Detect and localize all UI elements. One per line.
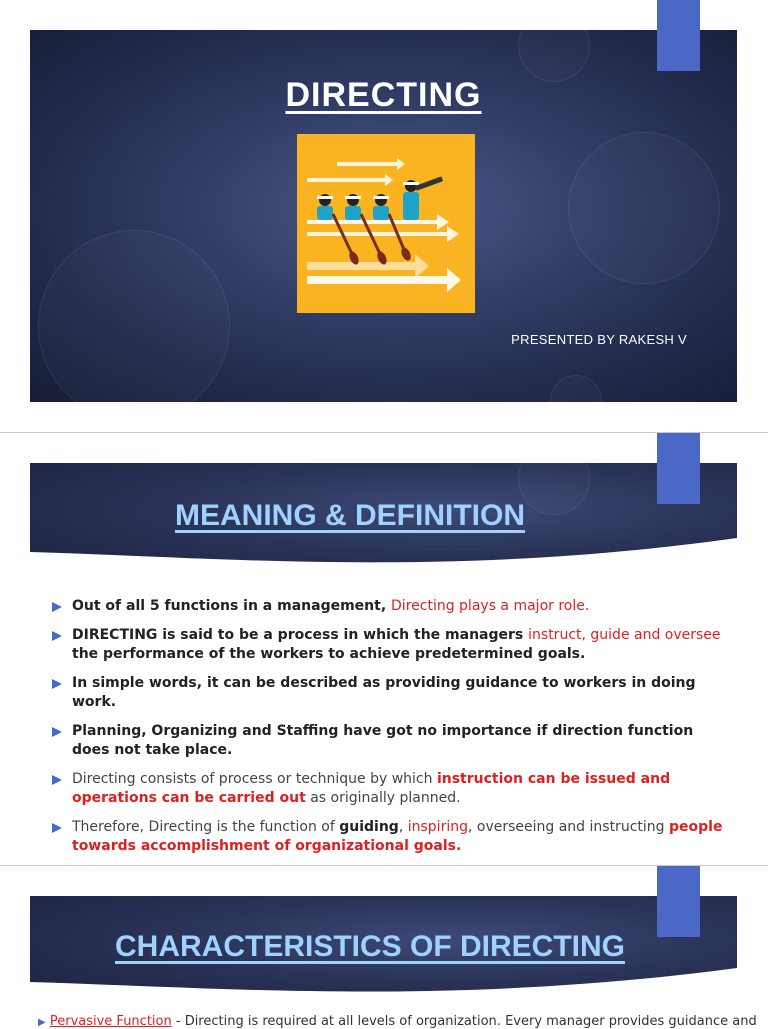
slide-accent-bar — [657, 0, 700, 71]
list-item: Out of all 5 functions in a management, Directing plays a major role. — [52, 597, 732, 617]
band-wave — [30, 538, 737, 578]
list-item: Directing consists of process or technique by which instruction can be issued and operations can be carried out as originally planned. — [52, 770, 732, 809]
list-item: DIRECTING is said to be a process in which the managers instruct, guide and oversee the performance of the workers to achieve predetermined goals. — [52, 626, 732, 665]
slide-header-band — [30, 896, 737, 1004]
band-wave — [30, 966, 737, 1004]
slide-accent-bar — [657, 433, 700, 504]
slide-title: DIRECTING — [285, 76, 482, 114]
slide-title: MEANING & DEFINITION — [175, 499, 525, 532]
rowing-boat-icon — [297, 134, 475, 313]
partial-bullet: ▶ Pervasive Function - Directing is required at all levels of organization. Every manager provides guidance and — [38, 1014, 757, 1029]
decor-circle — [518, 30, 590, 82]
slide-title: CHARACTERISTICS OF DIRECTING — [115, 930, 625, 963]
list-item: Planning, Organizing and Staffing have got no importance if direction function does not take place. — [52, 722, 732, 761]
slide-header-band — [30, 463, 737, 578]
slide-divider — [0, 432, 768, 433]
title-slide — [30, 30, 737, 402]
presenter-label: PRESENTED BY RAKESH V — [511, 332, 687, 347]
list-item: Therefore, Directing is the function of guiding, inspiring, overseeing and instructing people towards accomplishment of organizational goals. — [52, 818, 732, 857]
bullet-list — [52, 597, 732, 866]
rowing-team-illustration — [297, 134, 475, 313]
decor-circle — [550, 375, 602, 402]
slide-divider — [0, 865, 768, 866]
decor-circle — [568, 132, 720, 284]
slide-accent-bar — [657, 866, 700, 937]
decor-circle — [38, 230, 230, 402]
list-item: In simple words, it can be described as providing guidance to workers in doing work. — [52, 674, 732, 713]
